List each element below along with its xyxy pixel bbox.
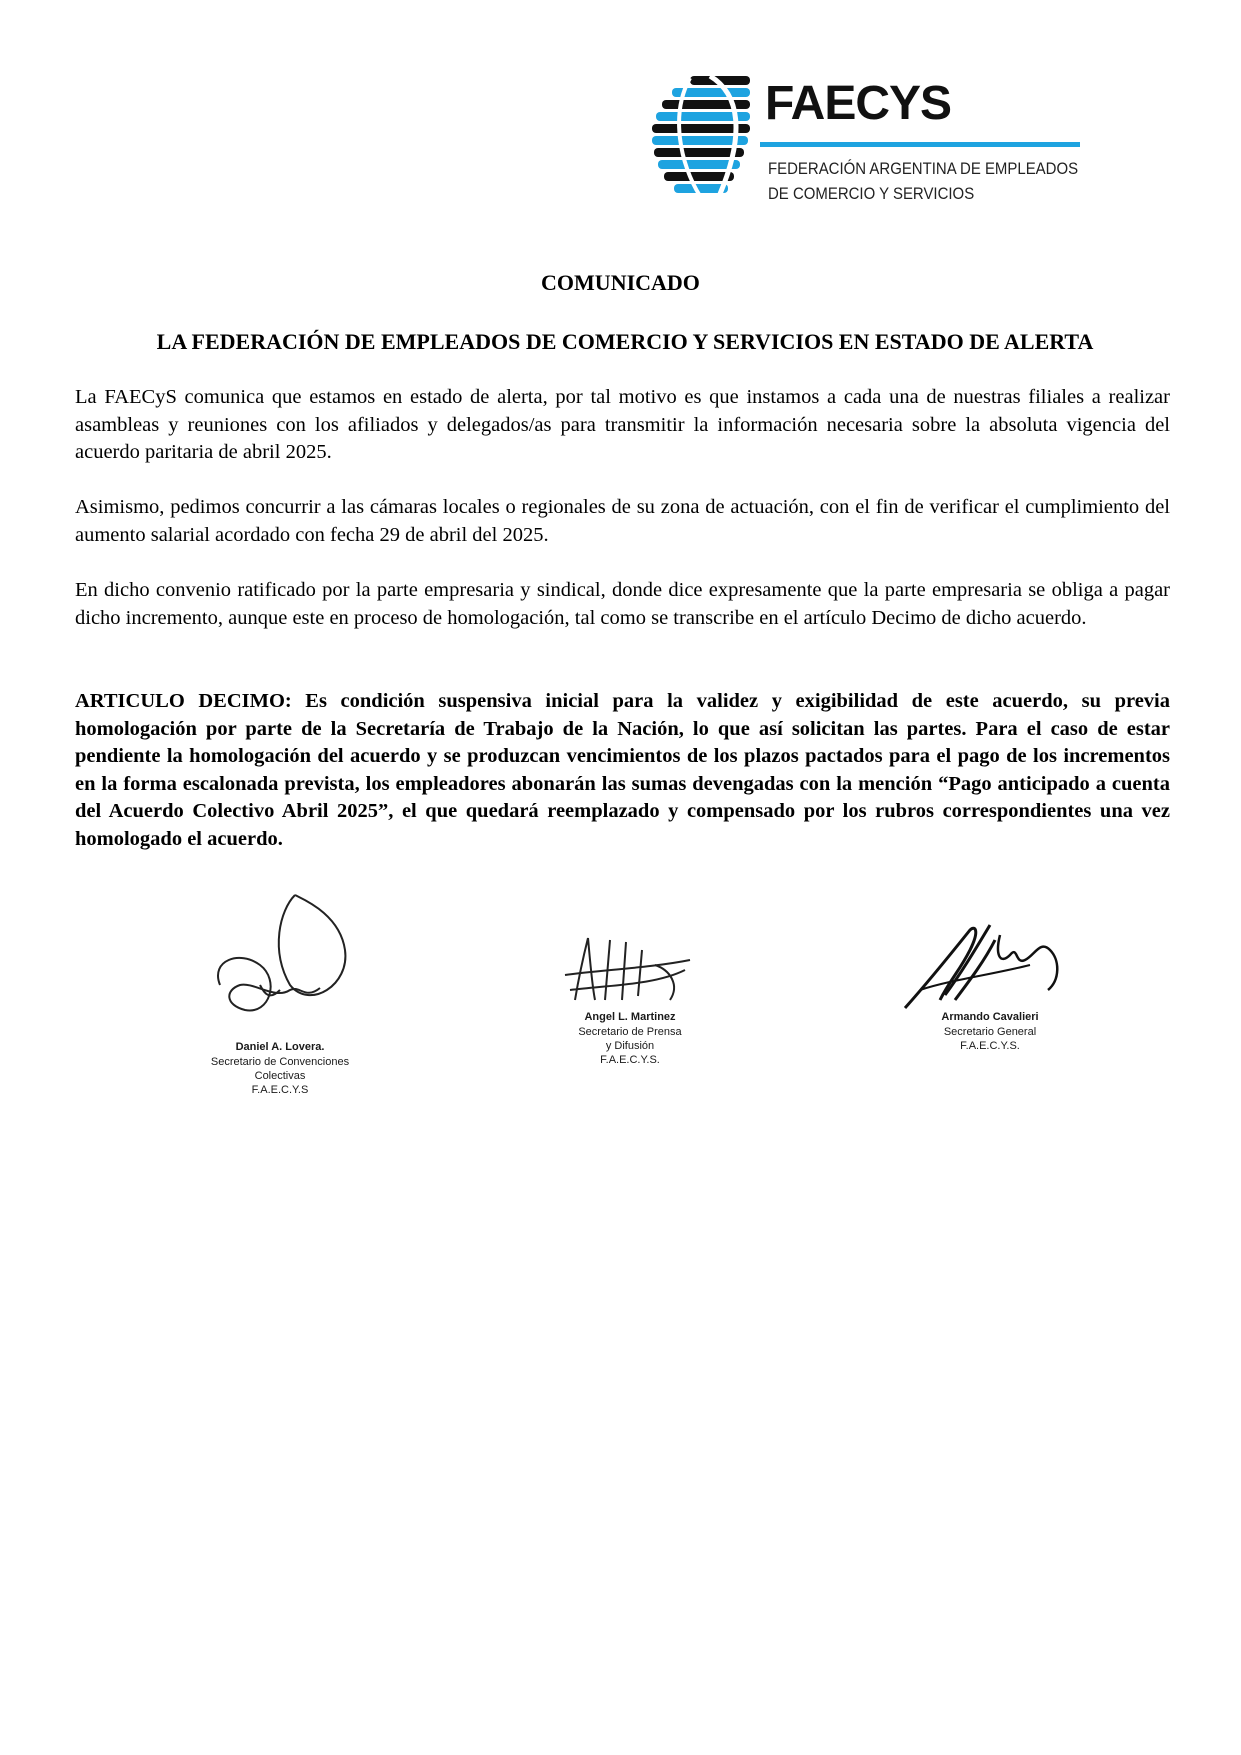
logo-name: FAECYS [765, 77, 952, 130]
logo-subtitle-line1: FEDERACIÓN ARGENTINA DE EMPLEADOS [768, 159, 1079, 178]
document-title: LA FEDERACIÓN DE EMPLEADOS DE COMERCIO Y SERVICIOS EN ESTADO DE ALERTA [156, 329, 1094, 354]
paragraph-3: En dicho convenio ratificado por la parte empresaria y sindical, donde dice expresamente que la parte empresaria se obliga a pagar dicho incremento, aunque este en proceso de homologación, tal como se transcribe en el artículo Decimo de dicho acuerdo. [75, 579, 1170, 629]
signatory-name: Armando Cavalieri [941, 1011, 1039, 1023]
signatory-role: Secretario de Convenciones [210, 1056, 350, 1068]
signatory-role: Secretario General [943, 1026, 1037, 1038]
signatory-organization: F.A.E.C.Y.S. [960, 1040, 1020, 1052]
handwritten-signature-icon [900, 920, 1080, 1010]
signatory-organization: F.A.E.C.Y.S. [600, 1054, 660, 1066]
signatory-role: Secretario de Prensa [578, 1026, 682, 1038]
signatory-role: Colectivas [254, 1070, 306, 1082]
paragraph-2: Asimismo, pedimos concurrir a las cámaras locales o regionales de su zona de actuación, con el fin de verificar el cumplimiento del aumento salarial acordado con fecha 29 de abril del 2025. [75, 496, 1170, 546]
globe-stripes-icon [650, 74, 760, 204]
document-heading: COMUNICADO [541, 270, 700, 295]
signature-block-lovera [180, 890, 380, 1097]
signatory-name: Angel L. Martinez [584, 1011, 676, 1023]
handwritten-signature-icon [560, 930, 700, 1010]
faecys-logo [650, 74, 1090, 204]
signature-block-cavalieri [890, 920, 1090, 1053]
signatory-name: Daniel A. Lovera. [235, 1041, 325, 1053]
logo-rule [760, 142, 1080, 147]
handwritten-signature-icon [200, 890, 360, 1040]
paragraph-1: La FAECyS comunica que estamos en estado de alerta, por tal motivo es que instamos a cada una de nuestras filiales a realizar asambleas y reuniones con los afiliados y delegados/as para transmitir la información necesaria sobre la absoluta vigencia del acuerdo paritaria de abril 2025. [75, 386, 1170, 463]
article-decimo-paragraph: ARTICULO DECIMO: Es condición suspensiva inicial para la validez y exigibilidad de este acuerdo, su previa homologación por parte de la Secretaría de Trabajo de la Nación, lo que así solicitan las partes. Para el caso de estar pendiente la homologación del acuerdo y se produzcan vencimientos de los plazos pactados para el pago de los incrementos en la forma escalonada prevista, los empleadores abonarán las sumas devengadas con la mención “Pago anticipado a cuenta del Acuerdo Colectivo Abril 2025”, el que quedará reemplazado y compensado por los rubros correspondientes una vez homologado el acuerdo. [75, 690, 1170, 850]
signatory-organization: F.A.E.C.Y.S [251, 1084, 309, 1096]
logo-subtitle-line2: DE COMERCIO Y SERVICIOS [768, 184, 975, 203]
signature-block-martinez [555, 930, 705, 1067]
signatory-role: y Difusión [605, 1040, 655, 1052]
